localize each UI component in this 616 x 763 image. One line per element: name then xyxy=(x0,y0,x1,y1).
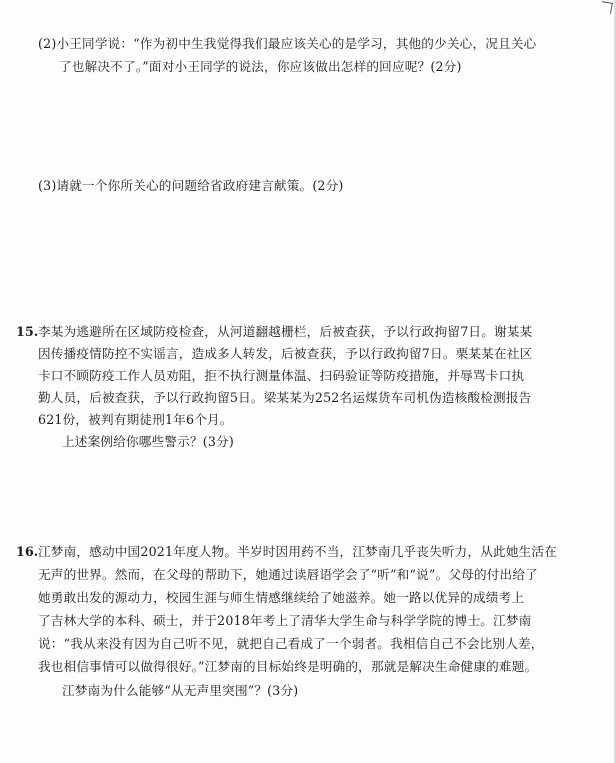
corner-mark xyxy=(600,1,613,14)
q15-text-line: 卡口不顾防疫工作人员劝阻，拒不执行测量体温、扫码验证等防疫措施，并辱骂卡口执 xyxy=(38,368,525,383)
q16-text-line: 她勇敢出发的源动力，校园生涯与师生情感继续给了她滋养。她一路以优异的成绩考上 xyxy=(38,590,525,605)
q2-text-line-1: (2)小王同学说：“作为初中生我觉得我们最应该关心的是学习，其他的少关心，况且关心 xyxy=(38,36,537,51)
q16-text-line: 说：“我从来没有因为自己听不见，就把自己看成了一个弱者。我相信自己不会比别人差， xyxy=(38,636,544,651)
q16-text-line: 无声的世界。然而，在父母的帮助下，她通过读唇语学会了“听”和“说”。父母的付出给了 xyxy=(38,567,538,582)
q15-number: 15. xyxy=(16,324,39,339)
q16-text-line: 江梦南，感动中国2021年度人物。半岁时因用药不当，江梦南几乎丧失听力，从此她生活在 xyxy=(38,544,558,559)
q15-text-line: 因传播疫情防控不实谣言，造成多人转发，后被查获，予以行政拘留7日。栗某某在社区 xyxy=(38,346,533,361)
q16-number: 16. xyxy=(16,544,39,559)
q3-text-line-1: (3)请就一个你所关心的问题给省政府建言献策。(2分) xyxy=(38,178,344,193)
q15-text-line: 621份，被判有期徒刑1年6个月。 xyxy=(38,412,233,427)
q16-question: 江梦南为什么能够“从无声里突围”？(3分) xyxy=(62,683,299,698)
q15-text-line: 李某为逃避所在区域防疫检查，从河道翻越栅栏，后被查获，予以行政拘留7日。谢某某 xyxy=(38,324,533,339)
q2-text-line-2: 了也解决不了。”面对小王同学的说法，你应该做出怎样的回应呢？(2分) xyxy=(59,59,462,74)
q16-text-line: 了吉林大学的本科、硕士，并于2018年考上了清华大学生命与科学学院的博士。江梦南 xyxy=(38,613,532,628)
q15-text-line: 勤人员，后被查获，予以行政拘留5日。梁某某为252名运煤货车司机伪造核酸检测报告 xyxy=(38,390,532,405)
q15-question: 上述案例给你哪些警示？(3分) xyxy=(62,434,234,449)
q16-text-line: 我也相信事情可以做得很好。”江梦南的目标始终是明确的，那就是解决生命健康的难题。 xyxy=(38,659,538,674)
